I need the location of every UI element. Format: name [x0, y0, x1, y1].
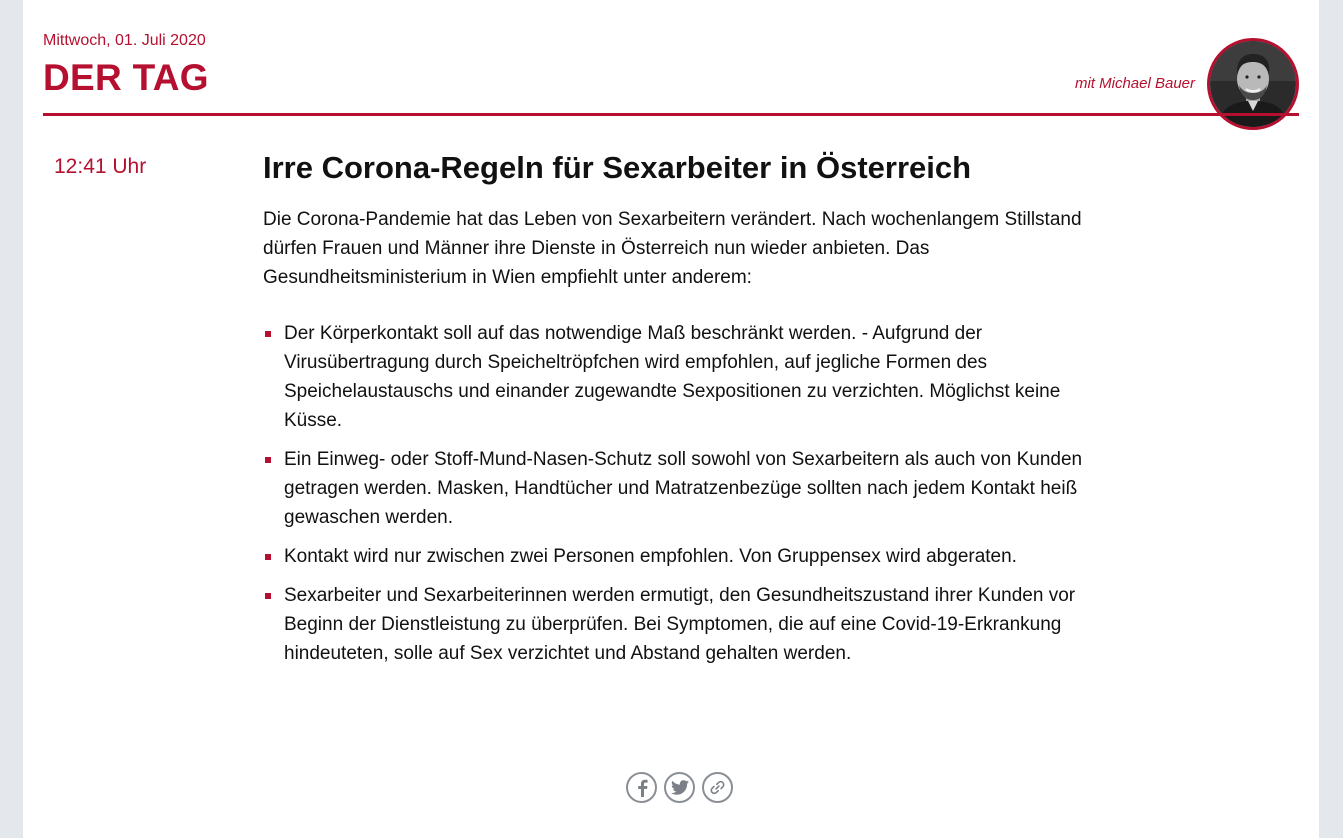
list-item [263, 581, 1083, 668]
facebook-icon [635, 779, 649, 797]
bullet-list [263, 319, 1083, 668]
entry-time: 12:41 Uhr [54, 155, 147, 178]
list-item-text: Kontakt wird nur zwischen zwei Personen empfohlen. Von Gruppensex wird abgeraten. [284, 546, 1017, 567]
bullet-square-icon [265, 457, 271, 463]
list-item [263, 542, 1083, 571]
bullet-square-icon [265, 331, 271, 337]
bullet-square-icon [265, 554, 271, 560]
link-icon [709, 779, 726, 796]
share-facebook-button[interactable] [626, 772, 657, 803]
share-twitter-button[interactable] [664, 772, 695, 803]
list-item [263, 319, 1083, 435]
header-divider [43, 113, 1299, 116]
list-item [263, 445, 1083, 532]
page-title: DER TAG [43, 57, 209, 98]
avatar [1207, 38, 1299, 130]
share-bar [626, 772, 733, 803]
author-label: mit Michael Bauer [1074, 75, 1195, 92]
header [43, 0, 1299, 118]
header-date: Mittwoch, 01. Juli 2020 [43, 32, 206, 49]
page [23, 0, 1319, 838]
article [263, 150, 1083, 678]
list-item-text: Sexarbeiter und Sexarbeiterinnen werden ermutigt, den Gesundheitszustand ihrer Kunden vor Beginn der Dienstleistung zu überprüfen. Bei Symptomen, die auf eine Covid-19-Erkrankung hindeuteten, solle auf Sex verzichtet und Abstand gehalten werden. [284, 585, 1076, 664]
list-item-text: Der Körperkontakt soll auf das notwendige Maß beschränkt werden. - Aufgrund der Virusübertragung durch Speicheltröpfchen wird empfohlen, auf jegliche Formen des Speichelaustauschs und einander zugewandte Sexpositionen zu verzichten. Möglichst keine Küsse. [284, 323, 1061, 431]
share-link-button[interactable] [702, 772, 733, 803]
twitter-icon [671, 780, 689, 795]
article-headline: Irre Corona-Regeln für Sexarbeiter in Österreich [263, 150, 972, 185]
bullet-square-icon [265, 593, 271, 599]
list-item-text: Ein Einweg- oder Stoff-Mund-Nasen-Schutz soll sowohl von Sexarbeitern als auch von Kunden getragen werden. Masken, Handtücher und Matratzenbezüge sollten nach jedem Kontakt heiß gewaschen werden. [284, 449, 1083, 528]
article-intro: Die Corona-Pandemie hat das Leben von Sexarbeitern verändert. Nach wochenlangem Stillstand dürfen Frauen und Männer ihre Dienste in Österreich nun wieder anbieten. Das Gesundheitsministerium in Wien empfiehlt unter anderem: [263, 209, 1082, 288]
